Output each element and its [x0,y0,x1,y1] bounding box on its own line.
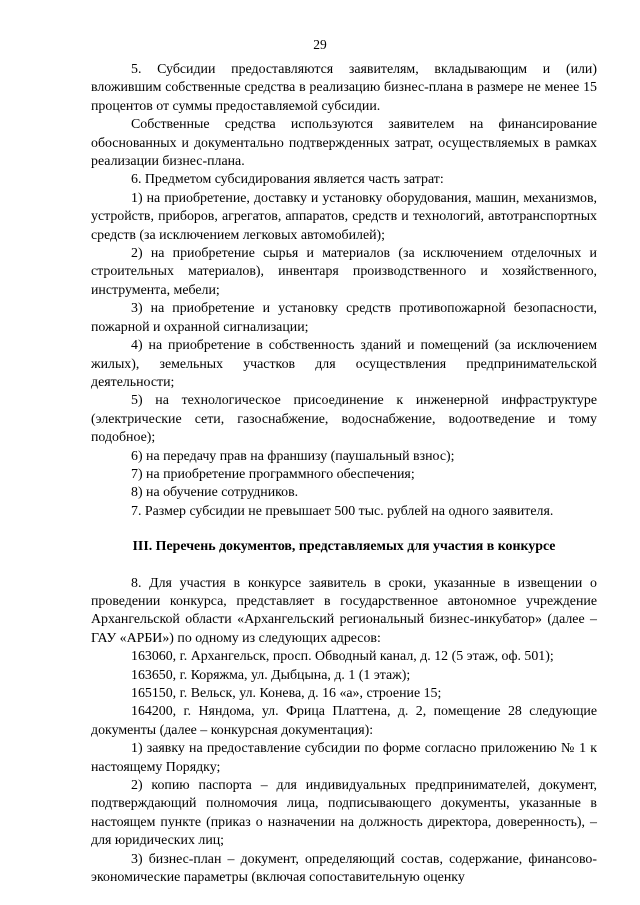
paragraph: 5. Субсидии предоставляются заявителям, вкладывающим и (или) вложившим собственные средства в реализацию бизнес-плана в размере не менее 15 процентов от суммы предоставляемой субсидии. [91,62,597,114]
paragraph: 7. Размер субсидии не превышает 500 тыс. рублей на одного заявителя. [131,503,554,519]
paragraph: 8. Для участия в конкурсе заявитель в сроки, указанные в извещении о проведении конкурса, представляет в государственное автономное учреждение Архангельской области «Архангельский региональный бизнес-инкубатор» (далее – ГАУ «АРБИ») по одному из следующих адресов: [91,575,597,646]
paragraph: 5) на технологическое присоединение к инженерной инфраструктуре (электрические сети, газоснабжение, водоснабжение, водоотведение и тому подобное); [91,393,597,446]
paragraph: 2) на приобретение сырья и материалов (за исключением отделочных и строительных материалов), инвентаря производственного и хозяйственного, инструмента, мебели; [91,246,597,298]
paragraph: 8) на обучение сотрудников. [131,485,299,501]
paragraph: 6) на передачу прав на франшизу (паушальный взнос); [131,448,455,464]
paragraph: 165150, г. Вельск, ул. Конева, д. 16 «а», строение 15; [131,686,442,701]
paragraph: 163060, г. Архангельск, просп. Обводный канал, д. 12 (5 этаж, оф. 501); [131,649,554,665]
paragraph: 164200, г. Няндома, ул. Фрица Платтена, д. 2, помещение 28 следующие документы (далее – конкурсная документация): [91,704,597,738]
paragraph: 3) бизнес-план – документ, определяющий состав, содержание, финансово-экономические параметры (включая сопоставительную оценку [91,851,597,886]
paragraph: 163650, г. Коряжма, ул. Дыбцына, д. 1 (1 этаж); [131,667,411,683]
document-body [91,61,597,887]
paragraph: 2) копию паспорта – для индивидуальных предпринимателей, документ, подтверждающий полномочия лица, подписывающего документы, указанные в настоящем пункте (приказ о назначении на должность директора, доверенность), – для юридических лиц; [91,778,597,849]
paragraph: 4) на приобретение в собственность зданий и помещений (за исключением жилых), земельных участков для осуществления предпринимательской деятельности; [91,338,597,390]
paragraph: 1) заявку на предоставление субсидии по форме согласно приложению № 1 к настоящему Порядку; [91,741,597,775]
section-heading: III. Перечень документов, представляемых для участия в конкурсе [132,539,556,555]
paragraph: 7) на приобретение программного обеспечения; [131,466,415,482]
paragraph: 1) на приобретение, доставку и установку оборудования, машин, механизмов, устройств, приборов, агрегатов, аппаратов, средств и технологий, автотранспортных средств (за исключением легковых автомобилей); [91,190,597,243]
paragraph: 3) на приобретение и установку средств противопожарной безопасности, пожарной и охранной сигнализации; [91,301,597,335]
paragraph: Собственные средства используются заявителем на финансирование обоснованных и документально подтвержденных затрат, осуществляемых в рамках реализации бизнес-плана. [91,117,597,170]
paragraph: 6. Предметом субсидирования является часть затрат: [131,172,444,188]
page-number: 29 [313,37,327,52]
